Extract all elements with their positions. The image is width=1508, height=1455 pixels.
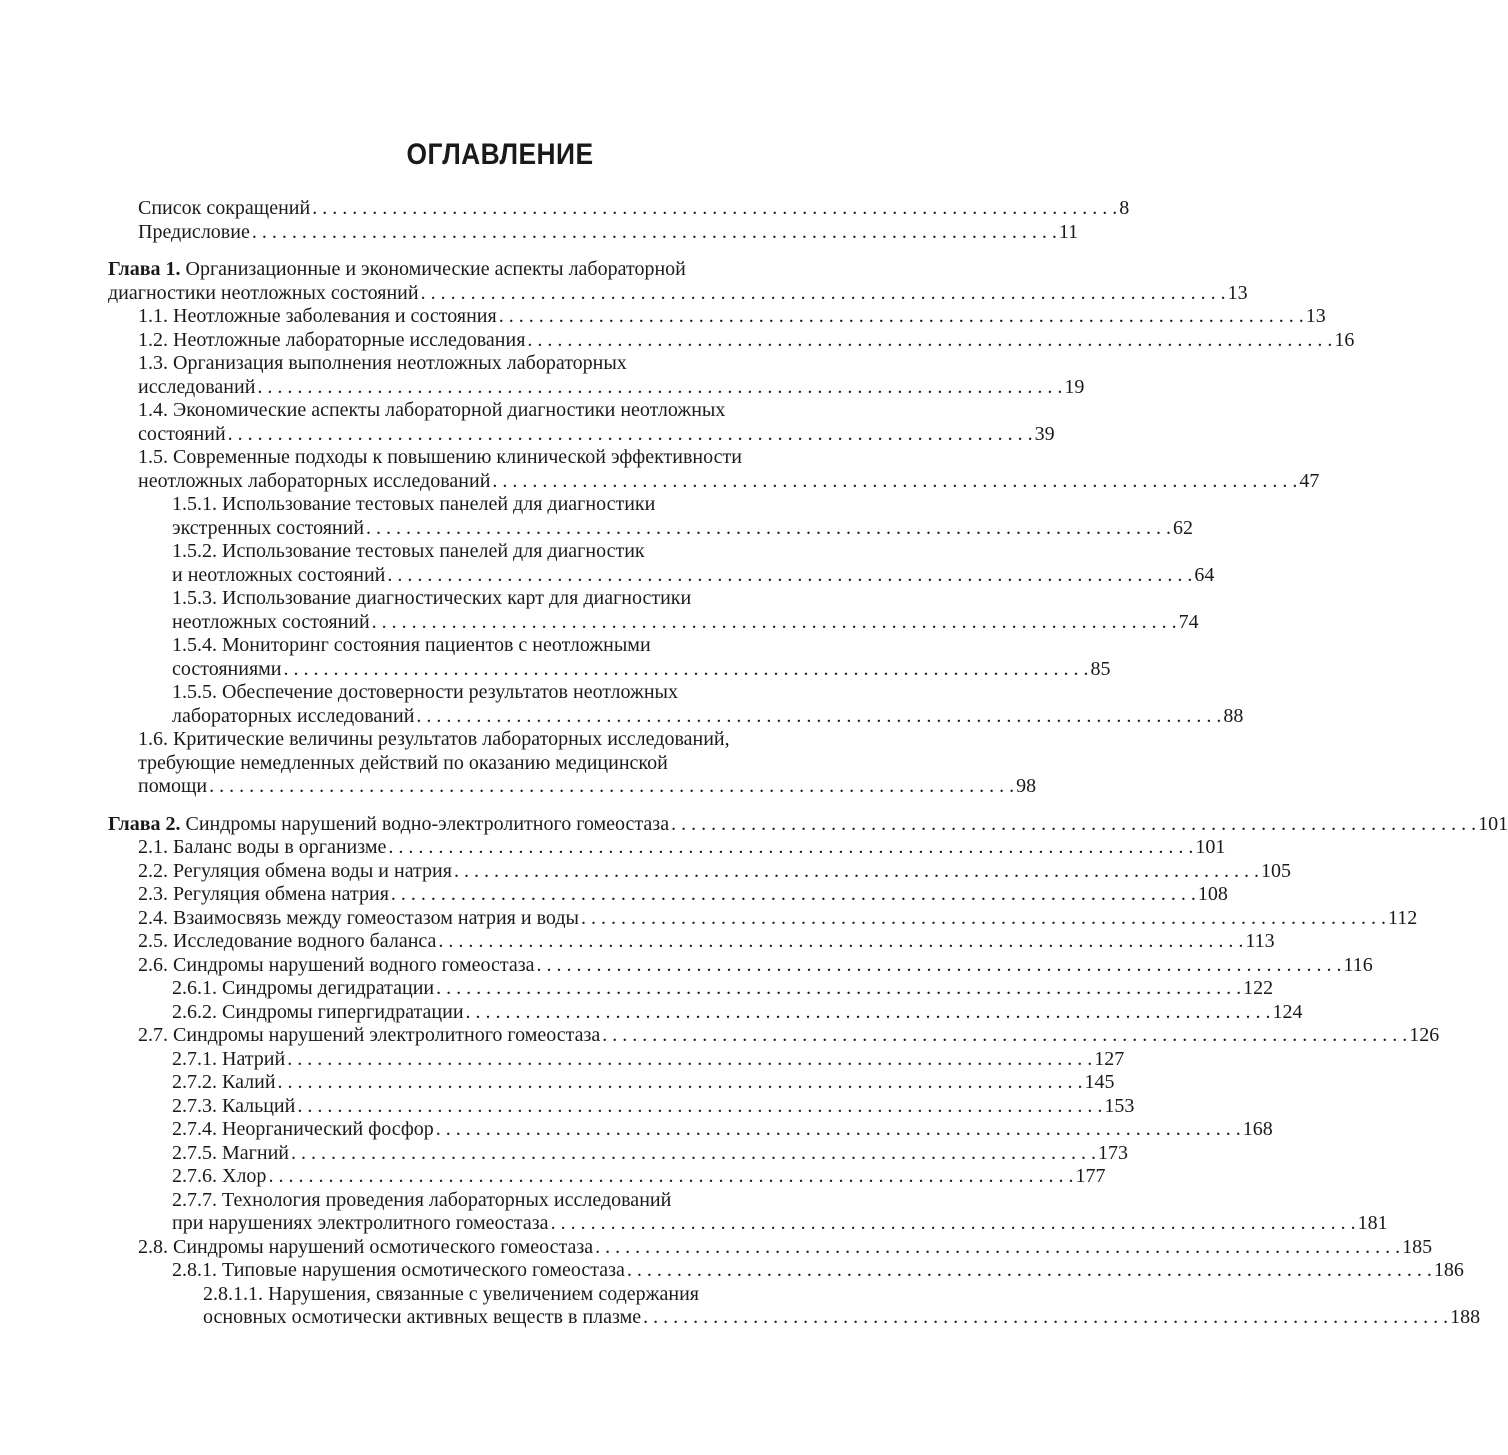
page-number: 185 — [1402, 1235, 1433, 1258]
toc-entry[interactable] — [0, 1000, 1303, 1025]
toc-entry-text: 1.5.2. Использование тестовых панелей для диагностик — [172, 540, 645, 562]
page-number: 113 — [1245, 930, 1275, 952]
toc-entry-text: 1.1. Неотложные заболевания и состояния — [138, 305, 497, 327]
toc-entry[interactable] — [0, 1094, 1135, 1119]
toc-entry-text: 2.7.1. Натрий — [172, 1047, 286, 1070]
toc-entry-text: 2.2. Регуляция обмена воды и натрия — [138, 859, 452, 882]
page-number: 101 — [1478, 812, 1508, 835]
toc-entry-text: лабораторных исследований — [172, 704, 415, 727]
toc-entry-text: 2.1. Баланс воды в организме — [138, 836, 387, 858]
toc-entry-text: 2.4. Взаимосвязь между гомеостазом натрия и воды — [138, 906, 579, 929]
toc-entry[interactable] — [0, 305, 1326, 329]
toc-entry[interactable] — [0, 399, 1055, 446]
dot-leader: . . . . . . . . . . . . . . . . . . . . . . . . . . . . . . . . . . . . . . . . . . . . . . . . . . . . . . . . . . . . . . . . . . . . . . . . . . . . . . . . . — [227, 422, 1033, 445]
dot-leader: . . . . . . . . . . . . . . . . . . . . . . . . . . . . . . . . . . . . . . . . . . . . . . . . . . . . . . . . . . . . . . . . . . . . . . . . . . . . . . . . . — [268, 1165, 1074, 1187]
dot-leader: . . . . . . . . . . . . . . . . . . . . . . . . . . . . . . . . . . . . . . . . . . . . . . . . . . . . . . . . . . . . . . . . . . . . . . . . . . . . . . . . . — [438, 930, 1244, 952]
dot-leader: . . . . . . . . . . . . . . . . . . . . . . . . . . . . . . . . . . . . . . . . . . . . . . . . . . . . . . . . . . . . . . . . . . . . . . . . . . . . . . . . . — [209, 775, 1015, 797]
toc-entry-text: 1.5.5. Обеспечение достоверности результатов неотложных — [172, 681, 678, 703]
page-number: 186 — [1433, 1259, 1464, 1281]
toc-entry-text: неотложных лабораторных исследований — [138, 469, 491, 492]
dot-leader: . . . . . . . . . . . . . . . . . . . . . . . . . . . . . . . . . . . . . . . . . . . . . . . . . . . . . . . . . . . . . . . . . . . . . . . . . . . . . . . . . — [366, 516, 1172, 539]
toc-entry-text: и неотложных состояний — [172, 563, 386, 586]
toc-entry[interactable] — [0, 258, 1248, 305]
toc-entry[interactable] — [0, 493, 1194, 540]
toc-entry-text: 2.7.5. Магний — [172, 1141, 289, 1164]
toc-entry-text: 1.5.1. Использование тестовых панелей для диагностики — [172, 493, 656, 515]
dot-leader: . . . . . . . . . . . . . . . . . . . . . . . . . . . . . . . . . . . . . . . . . . . . . . . . . . . . . . . . . . . . . . . . . . . . . . . . . . . . . . . . . — [536, 953, 1342, 976]
toc-entry-text: 1.3. Организация выполнения неотложных лабораторных — [138, 352, 627, 374]
toc-entry[interactable] — [0, 681, 1244, 728]
toc-entry-text: Предисловие — [138, 220, 250, 243]
page-number: 64 — [1194, 563, 1215, 586]
dot-leader: . . . . . . . . . . . . . . . . . . . . . . . . . . . . . . . . . . . . . . . . . . . . . . . . . . . . . . . . . . . . . . . . . . . . . . . . . . . . . . . . . — [312, 197, 1118, 219]
toc-entry-text: помощи — [138, 775, 208, 797]
page-number: 116 — [1343, 953, 1373, 976]
dot-leader: . . . . . . . . . . . . . . . . . . . . . . . . . . . . . . . . . . . . . . . . . . . . . . . . . . . . . . . . . . . . . . . . . . . . . . . . . . . . . . . . . — [277, 1071, 1083, 1093]
toc-entry[interactable] — [0, 1235, 1433, 1260]
page-number: 16 — [1334, 328, 1355, 351]
page-number: 127 — [1094, 1047, 1125, 1070]
toc-entry-text: 2.7.3. Кальций — [172, 1094, 296, 1117]
toc-entry[interactable] — [0, 1259, 1464, 1283]
toc-entry[interactable] — [0, 812, 1508, 837]
dot-leader: . . . . . . . . . . . . . . . . . . . . . . . . . . . . . . . . . . . . . . . . . . . . . . . . . . . . . . . . . . . . . . . . . . . . . . . . . . . . . . . . . — [671, 812, 1477, 835]
toc-entry-text: 1.4. Экономические аспекты лабораторной диагностики неотложных — [138, 399, 726, 421]
dot-leader: . . . . . . . . . . . . . . . . . . . . . . . . . . . . . . . . . . . . . . . . . . . . . . . . . . . . . . . . . . . . . . . . . . . . . . . . . . . . . . . . . — [287, 1047, 1093, 1070]
toc-entry-text: 2.7.4. Неорганический фосфор — [172, 1118, 434, 1140]
dot-leader: . . . . . . . . . . . . . . . . . . . . . . . . . . . . . . . . . . . . . . . . . . . . . . . . . . . . . . . . . . . . . . . . . . . . . . . . . . . . . . . . . — [251, 220, 1057, 243]
dot-leader: . . . . . . . . . . . . . . . . . . . . . . . . . . . . . . . . . . . . . . . . . . . . . . . . . . . . . . . . . . . . . . . . . . . . . . . . . . . . . . . . . — [498, 305, 1304, 327]
dot-leader: . . . . . . . . . . . . . . . . . . . . . . . . . . . . . . . . . . . . . . . . . . . . . . . . . . . . . . . . . . . . . . . . . . . . . . . . . . . . . . . . . — [626, 1259, 1432, 1281]
toc-entry[interactable] — [0, 352, 1085, 399]
page-number: 122 — [1243, 977, 1274, 999]
toc-entry[interactable] — [0, 197, 1130, 221]
toc-entry-text: 2.6. Синдромы нарушений водного гомеостаза — [138, 953, 535, 976]
toc-entry-text: состояниями — [172, 657, 282, 680]
page-number: 126 — [1409, 1024, 1440, 1046]
dot-leader: . . . . . . . . . . . . . . . . . . . . . . . . . . . . . . . . . . . . . . . . . . . . . . . . . . . . . . . . . . . . . . . . . . . . . . . . . . . . . . . . . — [371, 610, 1177, 633]
dot-leader: . . . . . . . . . . . . . . . . . . . . . . . . . . . . . . . . . . . . . . . . . . . . . . . . . . . . . . . . . . . . . . . . . . . . . . . . . . . . . . . . . — [390, 883, 1196, 905]
toc-entry[interactable] — [0, 1071, 1115, 1095]
toc-entry-text: 1.5.3. Использование диагностических карт для диагностики — [172, 587, 692, 609]
page-number: 177 — [1075, 1165, 1106, 1187]
page-number: 153 — [1104, 1094, 1135, 1117]
toc-entry-text: диагностики неотложных состояний — [108, 281, 419, 304]
table-of-contents — [0, 197, 1508, 1330]
toc-entry-text: Список сокращений — [138, 197, 311, 219]
page-number: 88 — [1223, 704, 1244, 727]
toc-entry[interactable] — [0, 1118, 1273, 1142]
toc-entry[interactable] — [0, 1165, 1106, 1189]
toc-entry-text: Синдромы нарушений водно-электролитного гомеостаза — [185, 812, 670, 835]
toc-entry[interactable] — [0, 977, 1274, 1001]
dot-leader: . . . . . . . . . . . . . . . . . . . . . . . . . . . . . . . . . . . . . . . . . . . . . . . . . . . . . . . . . . . . . . . . . . . . . . . . . . . . . . . . . — [602, 1024, 1408, 1046]
dot-leader: . . . . . . . . . . . . . . . . . . . . . . . . . . . . . . . . . . . . . . . . . . . . . . . . . . . . . . . . . . . . . . . . . . . . . . . . . . . . . . . . . — [257, 375, 1063, 398]
dot-leader: . . . . . . . . . . . . . . . . . . . . . . . . . . . . . . . . . . . . . . . . . . . . . . . . . . . . . . . . . . . . . . . . . . . . . . . . . . . . . . . . . — [453, 859, 1259, 882]
toc-entry[interactable] — [0, 634, 1111, 681]
toc-entry-text: 2.7.2. Калий — [172, 1071, 276, 1093]
page-number: 101 — [1195, 836, 1226, 858]
toc-entry[interactable] — [0, 540, 1215, 587]
page-number: 8 — [1119, 197, 1130, 219]
toc-entry-text: состояний — [138, 422, 226, 445]
dot-leader: . . . . . . . . . . . . . . . . . . . . . . . . . . . . . . . . . . . . . . . . . . . . . . . . . . . . . . . . . . . . . . . . . . . . . . . . . . . . . . . . . — [290, 1141, 1096, 1164]
page-number: 62 — [1173, 516, 1194, 539]
toc-entry[interactable] — [0, 930, 1275, 954]
chapter-label: Глава 1. — [108, 258, 186, 280]
toc-entry-text: 2.7.7. Технология проведения лабораторных исследований — [172, 1188, 672, 1211]
section-gap — [0, 244, 1000, 258]
page-number: 19 — [1064, 375, 1085, 398]
page-number: 98 — [1016, 775, 1037, 797]
toc-entry-text: 2.6.2. Синдромы гипергидратации — [172, 1000, 464, 1023]
dot-leader: . . . . . . . . . . . . . . . . . . . . . . . . . . . . . . . . . . . . . . . . . . . . . . . . . . . . . . . . . . . . . . . . . . . . . . . . . . . . . . . . . — [465, 1000, 1271, 1023]
page-number: 145 — [1084, 1071, 1115, 1093]
dot-leader: . . . . . . . . . . . . . . . . . . . . . . . . . . . . . . . . . . . . . . . . . . . . . . . . . . . . . . . . . . . . . . . . . . . . . . . . . . . . . . . . . — [527, 328, 1333, 351]
page-number: 13 — [1305, 305, 1326, 327]
toc-entry-text: 2.8.1.1. Нарушения, связанные с увеличением содержания — [203, 1282, 699, 1305]
page-number: 85 — [1090, 657, 1111, 680]
toc-entry[interactable] — [0, 728, 1037, 799]
dot-leader: . . . . . . . . . . . . . . . . . . . . . . . . . . . . . . . . . . . . . . . . . . . . . . . . . . . . . . . . . . . . . . . . . . . . . . . . . . . . . . . . . — [297, 1094, 1103, 1117]
toc-entry[interactable] — [0, 883, 1228, 907]
toc-entry[interactable] — [0, 446, 1320, 493]
page-number: 168 — [1242, 1118, 1273, 1140]
toc-entry[interactable] — [0, 1188, 1388, 1236]
toc-entry-text: 2.5. Исследование водного баланса — [138, 930, 437, 952]
dot-leader: . . . . . . . . . . . . . . . . . . . . . . . . . . . . . . . . . . . . . . . . . . . . . . . . . . . . . . . . . . . . . . . . . . . . . . . . . . . . . . . . . — [580, 906, 1386, 929]
toc-entry[interactable] — [0, 220, 1079, 245]
toc-entry-text: 2.7. Синдромы нарушений электролитного гомеостаза — [138, 1024, 601, 1046]
toc-entry[interactable] — [0, 1024, 1440, 1048]
page-number: 13 — [1227, 281, 1248, 304]
toc-entry[interactable] — [0, 1141, 1128, 1166]
page-number: 105 — [1260, 859, 1291, 882]
toc-entry-text: Организационные и экономические аспекты лабораторной — [185, 258, 686, 280]
toc-entry-text: исследований — [138, 375, 256, 398]
toc-entry-text: при нарушениях электролитного гомеостаза — [172, 1212, 549, 1234]
page-number: 173 — [1097, 1141, 1128, 1164]
page-number: 11 — [1058, 220, 1079, 243]
toc-entry[interactable] — [0, 906, 1418, 931]
dot-leader: . . . . . . . . . . . . . . . . . . . . . . . . . . . . . . . . . . . . . . . . . . . . . . . . . . . . . . . . . . . . . . . . . . . . . . . . . . . . . . . . . — [436, 977, 1242, 999]
dot-leader: . . . . . . . . . . . . . . . . . . . . . . . . . . . . . . . . . . . . . . . . . . . . . . . . . . . . . . . . . . . . . . . . . . . . . . . . . . . . . . . . . — [550, 1212, 1356, 1234]
toc-entry-text: неотложных состояний — [172, 610, 370, 633]
toc-entry[interactable] — [0, 836, 1226, 860]
toc-entry[interactable] — [0, 1047, 1125, 1072]
page-number: 124 — [1272, 1000, 1303, 1023]
dot-leader: . . . . . . . . . . . . . . . . . . . . . . . . . . . . . . . . . . . . . . . . . . . . . . . . . . . . . . . . . . . . . . . . . . . . . . . . . . . . . . . . . — [388, 836, 1194, 858]
toc-entry-text: 2.8.1. Типовые нарушения осмотического гомеостаза — [172, 1259, 625, 1281]
page-number: 112 — [1387, 906, 1418, 929]
dot-leader: . . . . . . . . . . . . . . . . . . . . . . . . . . . . . . . . . . . . . . . . . . . . . . . . . . . . . . . . . . . . . . . . . . . . . . . . . . . . . . . . . — [283, 657, 1089, 680]
toc-entry-text: 2.7.6. Хлор — [172, 1165, 267, 1187]
page-title: ОГЛАВЛЕНИЕ — [406, 138, 594, 171]
page-number: 188 — [1450, 1306, 1481, 1328]
toc-entry-text: 1.6. Критические величины результатов лабораторных исследований, — [138, 728, 730, 750]
page-number: 181 — [1357, 1212, 1388, 1234]
dot-leader: . . . . . . . . . . . . . . . . . . . . . . . . . . . . . . . . . . . . . . . . . . . . . . . . . . . . . . . . . . . . . . . . . . . . . . . . . . . . . . . . . — [416, 704, 1222, 727]
toc-entry[interactable] — [0, 953, 1373, 978]
chapter-label: Глава 2. — [108, 812, 186, 835]
dot-leader: . . . . . . . . . . . . . . . . . . . . . . . . . . . . . . . . . . . . . . . . . . . . . . . . . . . . . . . . . . . . . . . . . . . . . . . . . . . . . . . . . — [387, 563, 1193, 586]
page-number: 108 — [1197, 883, 1228, 905]
toc-entry-text: требующие немедленных действий по оказанию медицинской — [138, 751, 668, 774]
page-number: 39 — [1034, 422, 1055, 445]
dot-leader: . . . . . . . . . . . . . . . . . . . . . . . . . . . . . . . . . . . . . . . . . . . . . . . . . . . . . . . . . . . . . . . . . . . . . . . . . . . . . . . . . — [492, 469, 1298, 492]
toc-entry-text: 2.6.1. Синдромы дегидратации — [172, 977, 435, 999]
toc-entry-text: 1.5. Современные подходы к повышению клинической эффективности — [138, 446, 742, 468]
toc-entry-text: 2.8. Синдромы нарушений осмотического гомеостаза — [138, 1235, 594, 1258]
toc-entry[interactable] — [0, 587, 1199, 634]
toc-entry[interactable] — [0, 859, 1291, 884]
toc-entry-text: 1.2. Неотложные лабораторные исследования — [138, 328, 526, 351]
toc-entry-text: основных осмотически активных веществ в плазме — [203, 1306, 642, 1328]
dot-leader: . . . . . . . . . . . . . . . . . . . . . . . . . . . . . . . . . . . . . . . . . . . . . . . . . . . . . . . . . . . . . . . . . . . . . . . . . . . . . . . . . — [435, 1118, 1241, 1140]
toc-entry-text: экстренных состояний — [172, 516, 365, 539]
toc-entry-text: 2.3. Регуляция обмена натрия — [138, 883, 389, 905]
page-number: 47 — [1299, 469, 1320, 492]
dot-leader: . . . . . . . . . . . . . . . . . . . . . . . . . . . . . . . . . . . . . . . . . . . . . . . . . . . . . . . . . . . . . . . . . . . . . . . . . . . . . . . . . — [420, 281, 1226, 304]
dot-leader: . . . . . . . . . . . . . . . . . . . . . . . . . . . . . . . . . . . . . . . . . . . . . . . . . . . . . . . . . . . . . . . . . . . . . . . . . . . . . . . . . — [643, 1306, 1449, 1328]
dot-leader: . . . . . . . . . . . . . . . . . . . . . . . . . . . . . . . . . . . . . . . . . . . . . . . . . . . . . . . . . . . . . . . . . . . . . . . . . . . . . . . . . — [595, 1235, 1401, 1258]
page-number: 74 — [1178, 610, 1199, 633]
toc-entry[interactable] — [0, 1282, 1481, 1330]
toc-entry-text: 1.5.4. Мониторинг состояния пациентов с неотложными — [172, 634, 651, 656]
section-gap — [0, 799, 1000, 813]
toc-entry[interactable] — [0, 328, 1355, 353]
